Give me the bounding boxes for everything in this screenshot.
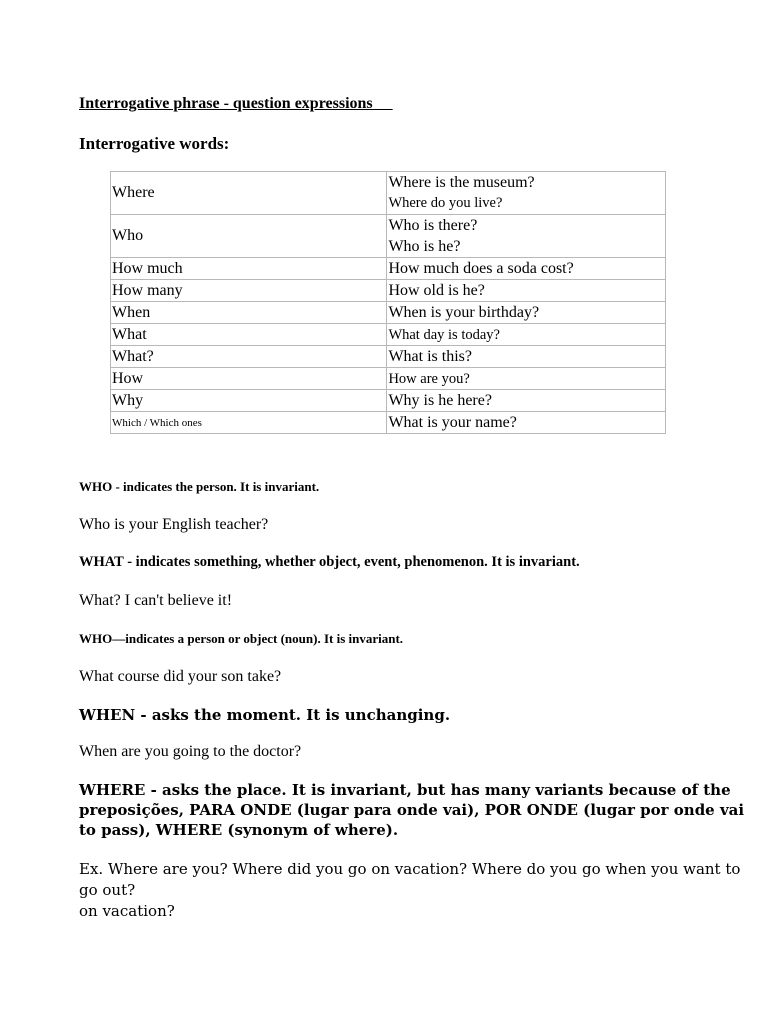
- word-cell: When: [111, 302, 387, 324]
- example-cell: [387, 324, 666, 346]
- document-title: Interrogative phrase - question expressions: [79, 95, 393, 112]
- word-cell: [111, 412, 387, 434]
- example-cell: When is your birthday?: [387, 302, 666, 324]
- example-cell: [387, 215, 666, 258]
- example-cell: [387, 172, 666, 215]
- table-row: [111, 280, 666, 302]
- word-cell: How: [111, 368, 387, 390]
- rule-who: WHO - indicates the person. It is invariant.: [79, 479, 320, 494]
- example-cell: How much does a soda cost?: [387, 258, 666, 280]
- rule-where-line: preposições, PARA ONDE (lugar para onde vai), POR ONDE (lugar por onde vai: [79, 801, 745, 819]
- example-where: [79, 859, 749, 922]
- example-cell: [387, 368, 666, 390]
- example-cell: What is your name?: [387, 412, 666, 434]
- example-text: What day is today?: [388, 327, 500, 343]
- table-row: [111, 346, 666, 368]
- word-cell: How much: [111, 258, 387, 280]
- word-cell: How many: [111, 280, 387, 302]
- rule-what: WHAT - indicates something, whether object, event, phenomenon. It is invariant.: [79, 554, 580, 570]
- example-who-noun: What course did your son take?: [79, 668, 282, 685]
- example-what: What? I can't believe it!: [79, 592, 233, 609]
- word-cell: Why: [111, 390, 387, 412]
- word-text: Which / Which ones: [112, 417, 202, 429]
- example-when: When are you going to the doctor?: [79, 743, 302, 760]
- table-row: [111, 368, 666, 390]
- example-where-line: on vacation?: [79, 902, 175, 920]
- word-cell: What: [111, 324, 387, 346]
- example-who: Who is your English teacher?: [79, 516, 269, 533]
- rule-when: WHEN - asks the moment. It is unchanging.: [79, 706, 451, 724]
- word-cell: What?: [111, 346, 387, 368]
- example-text: How are you?: [388, 371, 470, 387]
- word-cell: Who: [111, 215, 387, 258]
- example-where-line: Ex. Where are you? Where did you go on vacation? Where do you go when you want to go out?: [79, 860, 741, 899]
- table-row: [111, 172, 666, 215]
- rule-who-noun: WHO—indicates a person or object (noun). It is invariant.: [79, 631, 404, 646]
- rule-where-line: WHERE - asks the place. It is invariant, but has many variants because of the: [79, 781, 731, 799]
- table-row: [111, 324, 666, 346]
- example-cell: What is this?: [387, 346, 666, 368]
- example-text: Where is the museum?: [388, 174, 535, 191]
- table-row: [111, 215, 666, 258]
- example-cell: Why is he here?: [387, 390, 666, 412]
- example-cell: How old is he?: [387, 280, 666, 302]
- table-row: [111, 258, 666, 280]
- section-heading: Interrogative words:: [79, 134, 230, 153]
- example-text: Where do you live?: [388, 195, 503, 211]
- interrogative-words-table: [110, 171, 666, 434]
- table-row: [111, 390, 666, 412]
- example-text: Who is he?: [388, 238, 461, 255]
- word-cell: Where: [111, 172, 387, 215]
- table-row: [111, 302, 666, 324]
- example-text: Who is there?: [388, 217, 478, 234]
- rule-where: [79, 780, 749, 840]
- rule-where-line: to pass), WHERE (synonym of where).: [79, 821, 399, 839]
- table-row: [111, 412, 666, 434]
